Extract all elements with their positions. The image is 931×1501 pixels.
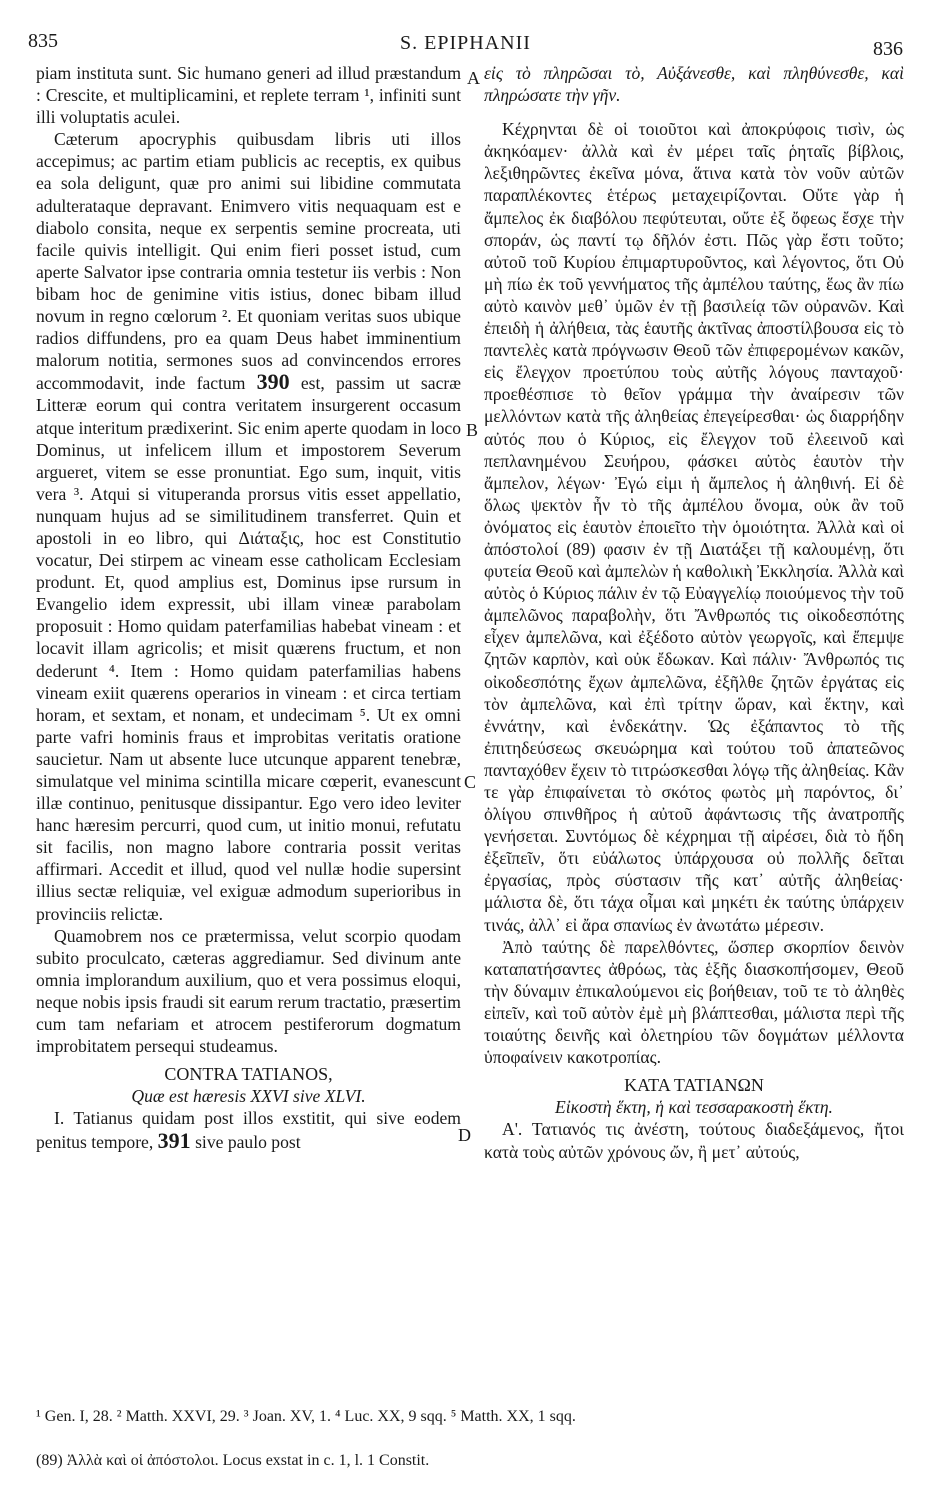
latin-section-subtitle: Quæ est hæresis XXVI sive XLVI. xyxy=(131,1086,366,1107)
latin-paragraph-4-start: I. Tatianus quidam post illos exstitit, qui sive eodem penitus tempore, xyxy=(36,1108,461,1152)
column-marker-391: 391 xyxy=(157,1127,191,1153)
margin-marker-d: D xyxy=(458,1125,471,1145)
greek-column xyxy=(484,62,904,1163)
latin-paragraph-4 xyxy=(36,1107,461,1152)
latin-column xyxy=(36,62,461,1153)
greek-section-title: ΚΑΤΑ ΤΑΤΙΑΝΩΝ xyxy=(624,1075,764,1096)
column-marker-390: 390 xyxy=(256,369,290,395)
greek-paragraph-1: εἰς τὸ πληρῶσαι τὸ, Αὐξάνεσθε, καὶ πληθύνεσθε, καὶ πληρώσατε τὴν γῆν. xyxy=(484,63,904,106)
page-number-right: 836 xyxy=(873,38,903,60)
editorial-note-89: (89) Ἀλλὰ καὶ οἱ ἀπόστολοι. Locus exstat in c. 1, l. 1 Constit. xyxy=(36,1452,430,1469)
latin-paragraph-4-end: sive paulo post xyxy=(195,1131,301,1152)
latin-paragraph-2 xyxy=(36,128,461,924)
greek-paragraph-4: Α'. Τατιανός τις ἀνέστη, τούτους διαδεξάμενος, ἤτοι κατὰ τοὺς αὐτῶν χρόνους ὤν, ἢ μετ᾽ αὐτούς, xyxy=(484,1119,904,1162)
page-title: S. EPIPHANII xyxy=(400,32,531,54)
page-number-left: 835 xyxy=(28,30,58,52)
greek-section-subtitle: Εἰκοστὴ ἕκτη, ἡ καὶ τεσσαρακοστὴ ἕκτη. xyxy=(555,1097,833,1118)
latin-paragraph-2-start: Cæterum apocryphis quibusdam libris uti illos accepimus; ac partim etiam publicis ac receptis, ex quibus ea sola deligunt, quæ pro animi sui libidine commutata adulterataque depravant. Enimvero vitis nequaquam est e diabolo consita, neque ex serpentis semine procreata, uti facile quivis intelligit. Qui enim fieri posset istud, cum aperte Salvator ipse contraria omnia testetur iis verbis : Non bibam hoc de genimine vitis istius, donec bibam illud novum in regno cœlorum ². Et quoniam veritas suos ubique radios diffundens, pro ea quam Deus habet imminentium malorum notitia, sermones suos ad convincendos errores accommodavit, inde factum xyxy=(36,129,461,394)
latin-paragraph-2-end: est, passim ut sacræ Litteræ eorum qui contra veritatem insurgerent occasum atque interitum prædixerint. Sic enim aperte quodam in loco Dominus, ut infelicem illum et impostorem Severum argueret, vitem se esse pronuntiat. Ego sum, inquit, vitis vera ³. Atqui si vituperanda prorsus vitis esset appellatio, nunquam hujus ad se similitudinem transferret. Quin et apostoli in eo libro, qui Διάταξις, hoc est Constitutio vocatur, Dei stirpem ac vineam esse catholicam Ecclesiam produnt. Et, quod amplius est, Dominus ipse rursum in Evangelio idem expressit, ubi illam vineæ parabolam proposuit : Homo quidam paterfamilias habebat vineam : et locavit illam agricolis; et misit quærens fructum, et non dederunt ⁴. Item : Homo quidam paterfamilias habens vineam exiit quærens operarios in vineam : et circa tertiam horam, et sextam, et nonam, et undecimam ⁵. Ut ex omni parte vafri hominis fraus et improbitas veritatis oratione saucietur. Nam ut absente luce utcunque apparent tenebræ, simulatque vel minima scintilla micare cœperit, evanescunt illæ continuo, penitusque dissipantur. Ego vero ideo leviter hanc hæresim percurri, quod cum, ut initio monui, refutatu sit facilis, non magno labore contraria possit veritas affirmari. Accedit et illud, quod vel nullæ hodie supersint illius sectæ reliquiæ, vel exiguæ admodum superioribus in provinciis relictæ. xyxy=(36,373,461,924)
scripture-footnotes: ¹ Gen. I, 28. ² Matth. XXVI, 29. ³ Joan. XV, 1. ⁴ Luc. XX, 9 sqq. ⁵ Matth. XX, 1 sqq. xyxy=(36,1408,576,1425)
latin-section-title: CONTRA TATIANOS, xyxy=(164,1064,333,1085)
greek-paragraph-3: Ἀπὸ ταύτης δὲ παρελθόντες, ὥσπερ σκορπίον δεινὸν καταπατήσαντες ἀθρόως, τὰς ἑξῆς διασκοπήσομεν, Θεοῦ τὴν δύναμιν ἐπικαλούμενοι εἰς βοήθειαν, τοῦ τε τὸ ἀληθὲς εἰπεῖν, καὶ τοῦ αὐτὸν ἐμὲ μὴ βλάπτεσθαι, μάλιστα περὶ τῆς τοιαύτης δεινῆς καὶ ὀλετηρίου τῶν δογμάτων μέλλοντα ὑποφαίνειν κακοτροπίας. xyxy=(484,936,904,1068)
greek-paragraph-2: Κέχρηνται δὲ οἱ τοιοῦτοι καὶ ἀποκρύφοις τισὶν, ὡς ἀκηκόαμεν· ἀλλὰ καὶ ἐν μέρει ταῖς ῥηταῖς βίβλοις, λεξιθηρῶντες ἐκεῖνα μόνα, ἅτινα κατὰ τὸν νοῦν αὐτῶν παραπλέκοντες ἑτέρως μεταχειρίζονται. Οὔτε γὰρ ἡ ἄμπελος ἐκ διαβόλου πεφύτευται, οὔτε ἐξ ὄφεως ἔσχε τὴν σποράν, ὡς παντί τῳ δῆλόν ἐστι. Πῶς γὰρ ἔστι τοῦτο; αὐτοῦ τοῦ Κυρίου ἐπιμαρτυροῦντος, καὶ λέγοντος, ὅτι Οὐ μὴ πίω ἐκ τοῦ γεννήματος τῆς ἀμπέλου ταύτης, ἕως ἂν πίω αὐτὸ καινὸν μεθ᾽ ὑμῶν ἐν τῇ βασιλείᾳ τῶν οὐρανῶν. Καὶ ἐπειδὴ ἡ ἀλήθεια, τὰς ἑαυτῆς ἀκτῖνας ἀποστίλβουσα εἰς τὸ παντελὲς κατὰ πρόγνωσιν Θεοῦ τῶν ἐπιφερομένων κακῶν, εἰς ἔλεγχον προετύπου τοὺς αὐτῆς λόγους πανταχοῦ· προεθέσπισε τὸ θεῖον γράμμα τὴν ἀναίρεσιν τῶν μελλόντων κατὰ τῆς ἀληθείας ἐπεγείρεσθαι· ὡς διαρρήδην αὐτός που ὁ Κύριος, εἰς ἔλεγχον τοῦ ἐλεεινοῦ καὶ πεπλανημένου Σευήρου, φάσκει αὐτὸς ἑαυτὸν τὴν ἄμπελον, λέγων· Ἐγώ εἰμι ἡ ἄμπελος ἡ ἀληθινή. Εἰ δὲ ὅλως ψεκτὸν ἦν τὸ τῆς ἀμπέλου ὄνομα, οὐκ ἂν τοῦ ὀνόματος εἰς ἑαυτὸν ἐποιεῖτο τὴν ὁμοιότητα. Ἀλλὰ καὶ οἱ ἀπόστολοί (89) φασιν ἐν τῇ Διατάξει τῇ καλουμένῃ, ὅτι φυτεία Θεοῦ καὶ ἀμπελὼν ἡ καθολικὴ Ἐκκλησία. Ἀλλὰ καὶ αὐτὸς ὁ Κύριος πάλιν ἐν τῷ Εὐαγγελίῳ ποιούμενος τὴν τοῦ ἀμπελῶνος παραβολὴν, ὅτι Ἄνθρωπός τις οἰκοδεσπότης εἶχεν ἀμπελῶνα, καὶ ἐξέδοτο αὐτὸν γεωργοῖς, καὶ ἔπεμψε ζητῶν καρπὸν, καὶ οὐκ ἔδωκαν. Καὶ πάλιν· Ἄνθρωπός τις οἰκοδεσπότης ἔχων ἀμπελῶνα, ἐξῆλθε ζητῶν ἐργάτας εἰς τὸν ἀμπελῶνα, καὶ ἐπὶ τρίτην ὥραν, καὶ ἕκτην, καὶ ἐννάτην, καὶ ἑνδεκάτην. Ὡς ἐξάπαντος τὸ τῆς ἐπιτηδεύσεως σκευώρημα καὶ τούτου τοῦ ἀπατεῶνος πανταχόθεν ἔχειν τὸ τιτρώσκεσθαι λόγῳ τῆς ἀληθείας. Κἂν τε γὰρ ἐπιφαίνεται τὸ σκότος φωτὸς μὴ παρόντος, δι᾽ ὀλίγου σπινθῆρος ἡ αὐτοῦ ἀφάντωσις τῆς ἀνατροπῆς γενήσεται. Συντόμως δὲ κέχρημαι τῇ αἱρέσει, διὰ τὸ ἤδη ἐξεῖπεῖν, ὅτι εὐάλωτος ὑπάρχουσα οὐ πολλῆς δεῖται ἐργασίας, πρὸς σύστασιν τῆς κατ᾽ αὐτῆς ἀληθείας· μάλιστα δὲ, ὅτι τάχα οἶμαι καὶ μηκέτι ἐκ ταύτης ὑπάρχειν τινάς, ἀλλ᾽ εἰ ἄρα σπανίως ἐν ἀνωτάτω μέρεσιν. xyxy=(484,119,904,935)
margin-marker-b: B xyxy=(466,420,479,440)
latin-paragraph-1: piam instituta sunt. Sic humano generi ad illud præstandum : Crescite, et multiplicamini, et replete terram ¹, infiniti sunt illi voluptatis aculei. xyxy=(36,63,461,128)
margin-marker-a: A xyxy=(467,68,480,88)
margin-marker-c: C xyxy=(464,772,477,792)
latin-paragraph-3: Quamobrem nos ce prætermissa, velut scorpio quodam subito proculcato, cæteras aggrediamur. Sed divinum ante omnia implorandum auxilium, quo et vera possimus eloqui, neque nobis ipsis fraudi sit earum rerum tractatio, præsertim cum tam nefariam et atrocem pestiferorum dogmatum improbitatem persequi studeamus. xyxy=(36,925,461,1057)
